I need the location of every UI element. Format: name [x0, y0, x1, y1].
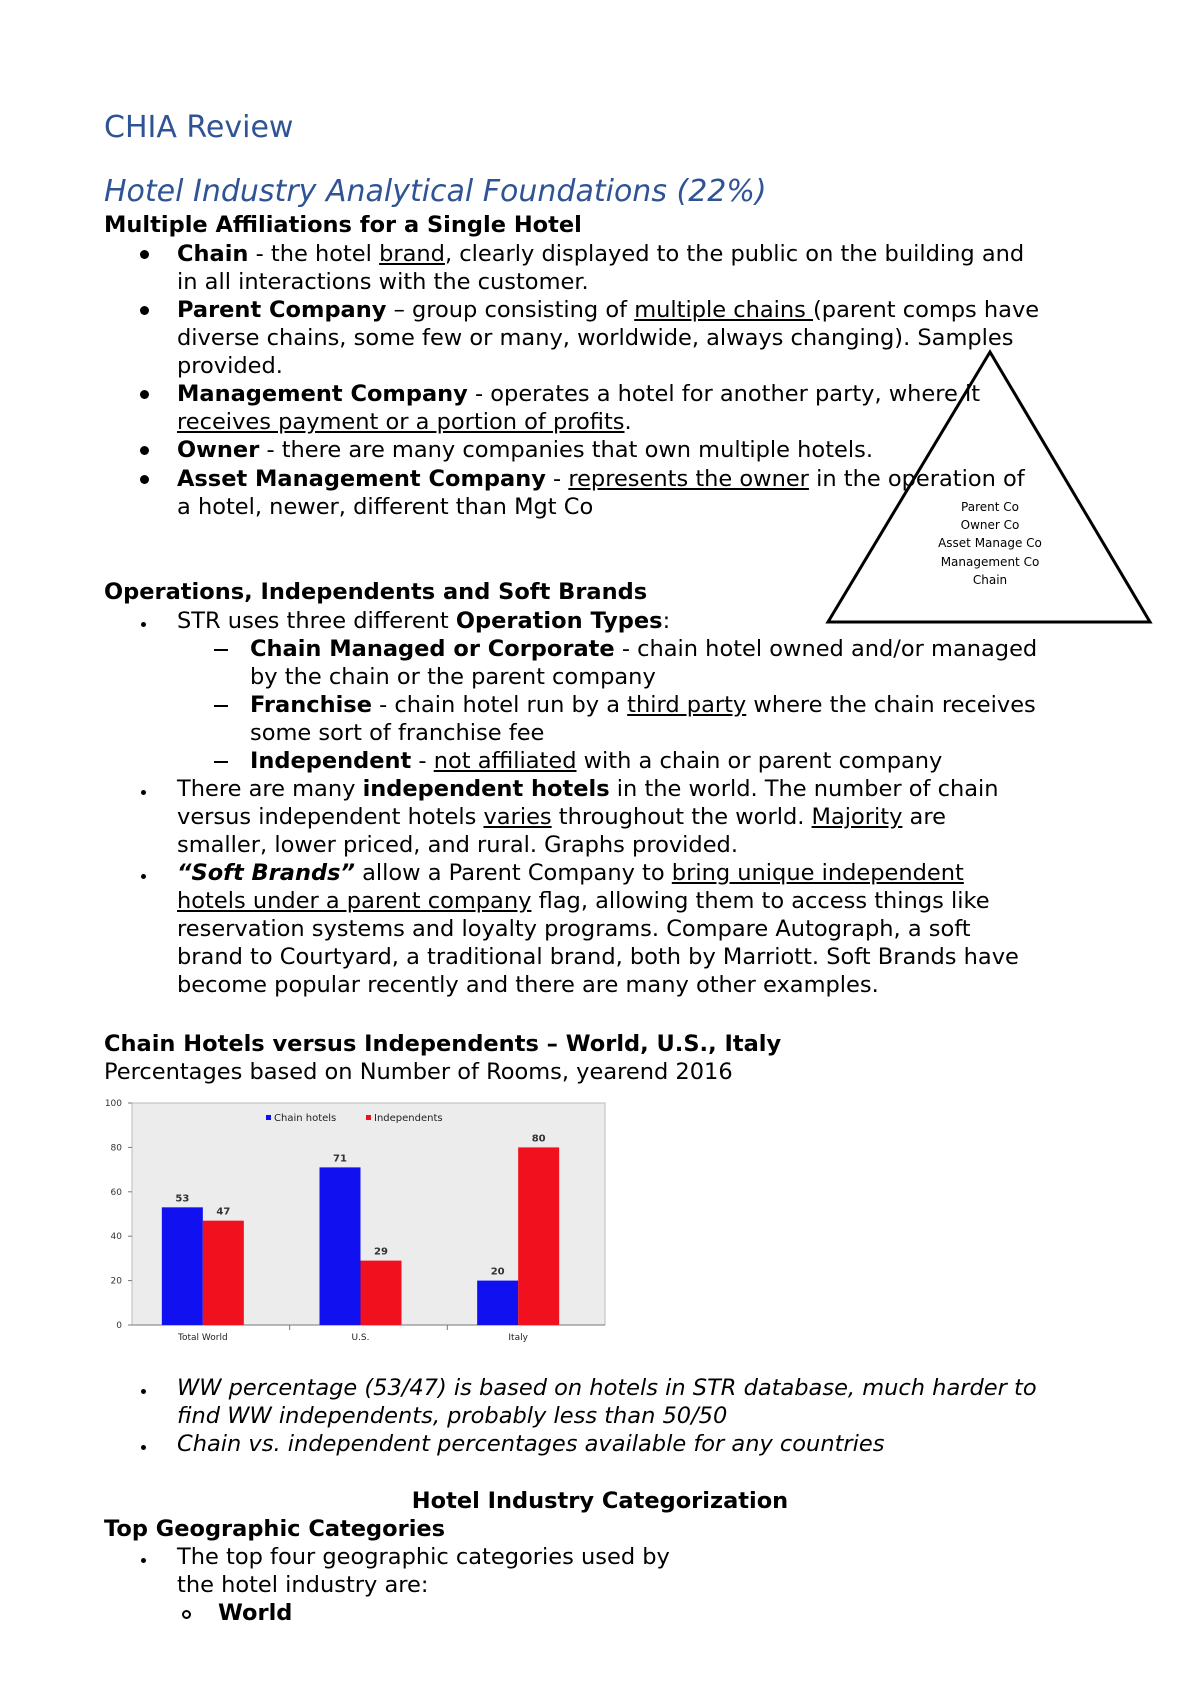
- x-tick-label: Italy: [508, 1333, 528, 1343]
- data-label: 29: [374, 1246, 388, 1258]
- list-item-continuation: receives payment or a portion of profits.: [177, 409, 632, 435]
- dash-bullet-icon: [214, 649, 228, 651]
- data-label: 47: [216, 1206, 231, 1218]
- section4-subheading: Top Geographic Categories: [104, 1516, 446, 1542]
- bullet-icon: [140, 475, 149, 484]
- list-item-continuation: hotels under a parent company flag, allowing them to access things like: [177, 888, 990, 914]
- list-item: Chain - the hotel brand, clearly displayed to the public on the building and: [177, 241, 1025, 267]
- y-tick-label: 60: [110, 1187, 122, 1198]
- sub-list-item: Chain Managed or Corporate - chain hotel owned and/or managed: [250, 636, 1038, 662]
- list-item-continuation: versus independent hotels varies throughout the world. Majority are: [177, 804, 946, 830]
- x-tick-label: Total World: [177, 1333, 228, 1343]
- y-tick-label: 100: [104, 1099, 122, 1109]
- list-item: “Soft Brands” allow a Parent Company to bring unique independent: [177, 860, 964, 886]
- bullet-icon: [141, 874, 146, 879]
- section2-heading: Operations, Independents and Soft Brands: [104, 579, 648, 605]
- circle-bullet-icon: [182, 1610, 191, 1619]
- list-item-continuation: smaller, lower priced, and rural. Graphs provided.: [177, 832, 738, 858]
- section3-subheading: Percentages based on Number of Rooms, yearend 2016: [104, 1059, 733, 1085]
- list-item: The top four geographic categories used by: [177, 1544, 670, 1570]
- legend-label: Chain hotels: [274, 1113, 337, 1124]
- list-item-continuation: the hotel industry are:: [177, 1572, 429, 1598]
- y-tick-label: 80: [110, 1143, 122, 1154]
- triangle-label-owner: Owner Co: [960, 518, 1020, 532]
- bullet-icon: [140, 250, 149, 259]
- list-item-continuation: reservation systems and loyalty programs. Compare Autograph, a soft: [177, 916, 971, 942]
- list-item: Asset Management Company - represents the owner in the operation of: [177, 466, 1025, 492]
- term-owner: Owner: [177, 437, 260, 463]
- triangle-label-chain: Chain: [972, 573, 1008, 587]
- list-item: Owner - there are many companies that own multiple hotels.: [177, 437, 873, 463]
- y-tick-label: 40: [110, 1232, 122, 1243]
- sub-list-item: World: [218, 1600, 293, 1626]
- note-item: WW percentage (53/47) is based on hotels in STR database, much harder to: [177, 1375, 1037, 1401]
- sub-list-item-continuation: some sort of franchise fee: [250, 720, 545, 746]
- list-item-continuation: provided.: [177, 353, 283, 379]
- list-item: Parent Company – group consisting of multiple chains (parent comps have: [177, 297, 1040, 323]
- y-tick-label: 20: [110, 1276, 122, 1287]
- section1-heading: Hotel Industry Analytical Foundations (22%): [104, 174, 767, 209]
- bar-independents: [518, 1147, 559, 1325]
- data-label: 20: [490, 1266, 505, 1278]
- triangle-label-asset: Asset Manage Co: [938, 536, 1042, 550]
- doc-title: CHIA Review: [104, 110, 294, 145]
- sub-list-item: Independent - not affiliated with a chain or parent company: [250, 748, 943, 774]
- bullet-icon: [140, 306, 149, 315]
- section1-subheading: Multiple Affiliations for a Single Hotel: [104, 212, 582, 238]
- list-item-continuation: become popular recently and there are many other examples.: [177, 972, 879, 998]
- bullet-icon: [141, 1389, 146, 1394]
- dash-bullet-icon: [214, 705, 228, 707]
- list-item: Management Company - operates a hotel for another party, where it: [177, 381, 981, 407]
- term-chain: Chain: [177, 241, 249, 267]
- legend-swatch: [366, 1115, 371, 1120]
- data-label: 80: [531, 1133, 546, 1145]
- section3-heading: Chain Hotels versus Independents – World, U.S., Italy: [104, 1031, 782, 1057]
- list-item-continuation: diverse chains, some few or many, worldwide, always changing). Samples: [177, 325, 1014, 351]
- bullet-icon: [140, 390, 149, 399]
- bullet-icon: [141, 1445, 146, 1450]
- sub-list-item-continuation: by the chain or the parent company: [250, 664, 656, 690]
- triangle-label-management: Management Co: [940, 555, 1040, 569]
- section4-heading: Hotel Industry Categorization: [411, 1488, 789, 1514]
- term-management-company: Management Company: [177, 381, 468, 407]
- list-item-continuation: brand to Courtyard, a traditional brand, both by Marriott. Soft Brands have: [177, 944, 1019, 970]
- dash-bullet-icon: [214, 761, 228, 763]
- bullet-icon: [141, 1558, 146, 1563]
- y-tick-label: 0: [116, 1321, 122, 1331]
- data-label: 71: [333, 1153, 347, 1165]
- data-label: 53: [175, 1193, 190, 1205]
- bar-independents: [361, 1261, 402, 1325]
- x-tick-label: U.S.: [351, 1333, 370, 1343]
- legend-swatch: [266, 1115, 271, 1120]
- triangle-label-parent: Parent Co: [961, 500, 1019, 514]
- term-parent-company: Parent Company: [177, 297, 387, 323]
- chain-vs-independents-chart: [90, 1093, 610, 1355]
- sub-list-item: Franchise - chain hotel run by a third party where the chain receives: [250, 692, 1036, 718]
- bullet-icon: [140, 446, 149, 455]
- bar-chain-hotels: [162, 1207, 203, 1325]
- bullet-icon: [141, 622, 146, 627]
- legend-label: Independents: [374, 1113, 443, 1124]
- bar-independents: [203, 1221, 244, 1325]
- bar-chain-hotels: [320, 1167, 361, 1325]
- bullet-icon: [141, 790, 146, 795]
- term-asset-management-company: Asset Management Company: [177, 466, 546, 492]
- note-item: Chain vs. independent percentages available for any countries: [177, 1431, 885, 1457]
- list-item-continuation: a hotel, newer, different than Mgt Co: [177, 494, 594, 520]
- list-item: There are many independent hotels in the world. The number of chain: [177, 776, 999, 802]
- list-item-continuation: in all interactions with the customer.: [177, 269, 589, 295]
- list-item: STR uses three different Operation Types:: [177, 608, 671, 634]
- note-item-continuation: find WW independents, probably less than 50/50: [177, 1403, 728, 1429]
- bar-chain-hotels: [477, 1281, 518, 1325]
